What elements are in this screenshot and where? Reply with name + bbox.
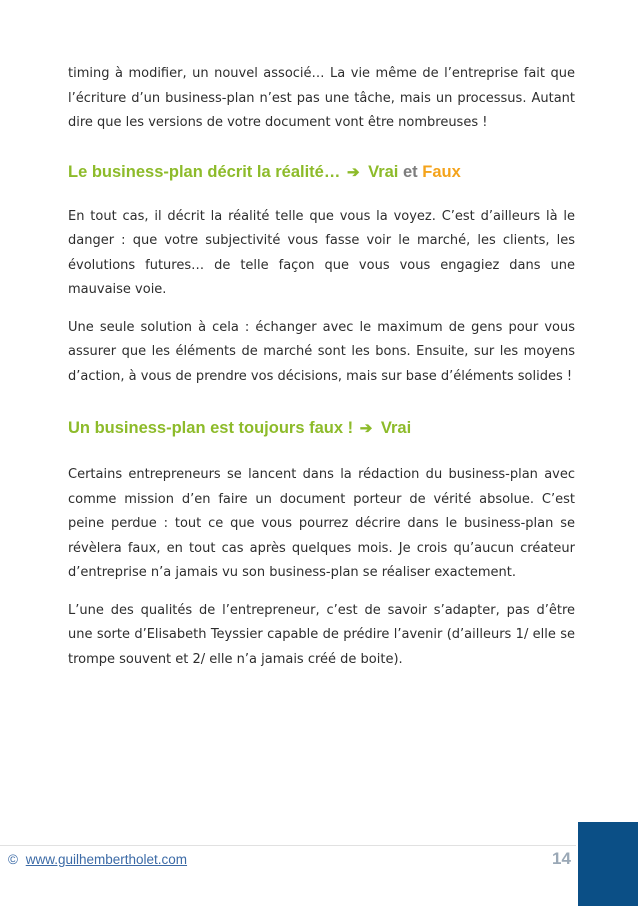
heading-decrit-realite xyxy=(68,162,575,183)
paragraph-entrepreneurs: Certains entrepreneurs se lancent dans la rédaction du business-plan avec comme mission d’en faire un document porteur de vérité absolue. C’est peine perdue : tout ce que vous pourrez décrire dans le business-plan se révèlera faux, en tout cas après quelques mois. Je crois qu’aucun créateur d’entreprise n’a jamais vu son business-plan se réaliser exactement. xyxy=(68,467,575,580)
heading-title: Le business-plan décrit la réalité… xyxy=(68,162,341,181)
arrow-right-icon: ➔ xyxy=(359,420,373,437)
paragraph-solution: Une seule solution à cela : échanger avec le maximum de gens pour vous assurer que les éléments de marché sont les bons. Ensuite, sur les moyens d’action, à vous de prendre vos décisions, mais sur base d’éléments solides ! xyxy=(68,319,575,384)
verdict-vrai: Vrai xyxy=(368,162,399,181)
verdict-vrai: Vrai xyxy=(380,419,412,437)
copyright-symbol: © xyxy=(8,852,18,867)
verdict-faux: Faux xyxy=(422,162,461,181)
page-content xyxy=(68,62,575,672)
verdict-et: et xyxy=(402,162,418,181)
heading-title: Un business-plan est toujours faux ! xyxy=(68,419,354,437)
paragraph-intro: timing à modifier, un nouvel associé… La vie même de l’entreprise fait que l’écriture d’un business-plan n’est pas une tâche, mais un processus. Autant dire que les versions de votre document vont être nombreuses ! xyxy=(68,66,575,130)
footer-accent-block xyxy=(578,822,638,906)
arrow-right-icon: ➔ xyxy=(346,163,360,181)
footer-website[interactable] xyxy=(8,852,187,867)
heading-toujours-faux xyxy=(68,418,575,439)
paragraph-danger: En tout cas, il décrit la réalité telle que vous la voyez. C’est d’ailleurs là le danger : que votre subjectivité vous fasse voir le marché, les clients, les évolutions futures… de telle façon que vous vous engagiez dans une mauvaise voie. xyxy=(68,208,575,297)
paragraph-qualites: L’une des qualités de l’entrepreneur, c’est de savoir s’adapter, pas d’être une sorte d’Elisabeth Teyssier capable de prédire l’avenir (d’ailleurs 1/ elle se trompe souvent et 2/ elle n’a jamais créé de boite). xyxy=(68,602,575,667)
footer-divider xyxy=(0,845,576,846)
page-number: 14 xyxy=(552,849,571,868)
website-link[interactable]: www.guilhembertholet.com xyxy=(25,852,188,867)
